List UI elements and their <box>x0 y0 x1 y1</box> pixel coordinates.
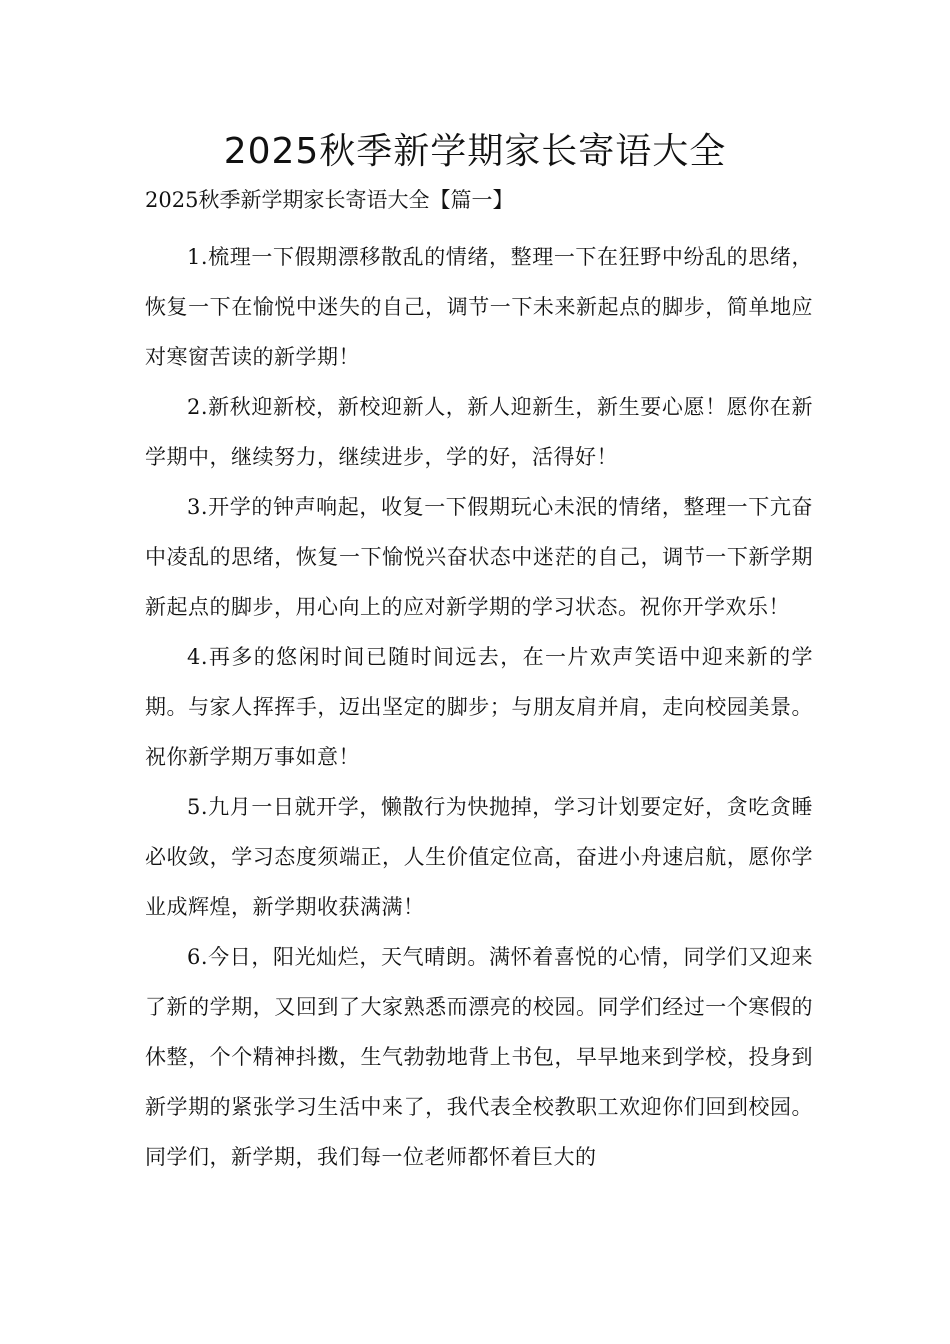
paragraph-5: 5.九月一日就开学，懒散行为快抛掉，学习计划要定好，贪吃贪睡必收敛，学习态度须端正，人生价值定位高，奋进小舟速启航，愿你学业成辉煌，新学期收获满满！ <box>145 795 813 919</box>
document-body <box>145 232 813 1182</box>
section-heading: 2025秋季新学期家长寄语大全【篇一】 <box>145 188 514 212</box>
paragraph-6: 6.今日，阳光灿烂，天气晴朗。满怀着喜悦的心情，同学们又迎来了新的学期，又回到了大家熟悉而漂亮的校园。同学们经过一个寒假的休整，个个精神抖擞，生气勃勃地背上书包，早早地来到学校，投身到新学期的紧张学习生活中来了，我代表全校教职工欢迎你们回到校园。同学们，新学期，我们每一位老师都怀着巨大的 <box>145 945 813 1169</box>
paragraph-3: 3.开学的钟声响起，收复一下假期玩心未泯的情绪，整理一下亢奋中凌乱的思绪，恢复一下愉悦兴奋状态中迷茫的自己，调节一下新学期新起点的脚步，用心向上的应对新学期的学习状态。祝你开学欢乐！ <box>145 495 813 619</box>
document-title: 2025秋季新学期家长寄语大全 <box>223 131 727 172</box>
paragraph-4: 4.再多的悠闲时间已随时间远去，在一片欢声笑语中迎来新的学期。与家人挥挥手，迈出坚定的脚步；与朋友肩并肩，走向校园美景。祝你新学期万事如意！ <box>145 645 813 769</box>
paragraph-1: 1.梳理一下假期漂移散乱的情绪，整理一下在狂野中纷乱的思绪，恢复一下在愉悦中迷失的自己，调节一下未来新起点的脚步，简单地应对寒窗苦读的新学期！ <box>145 245 813 369</box>
paragraph-2: 2.新秋迎新校，新校迎新人，新人迎新生，新生要心愿！愿你在新学期中，继续努力，继续进步，学的好，活得好！ <box>145 395 813 469</box>
